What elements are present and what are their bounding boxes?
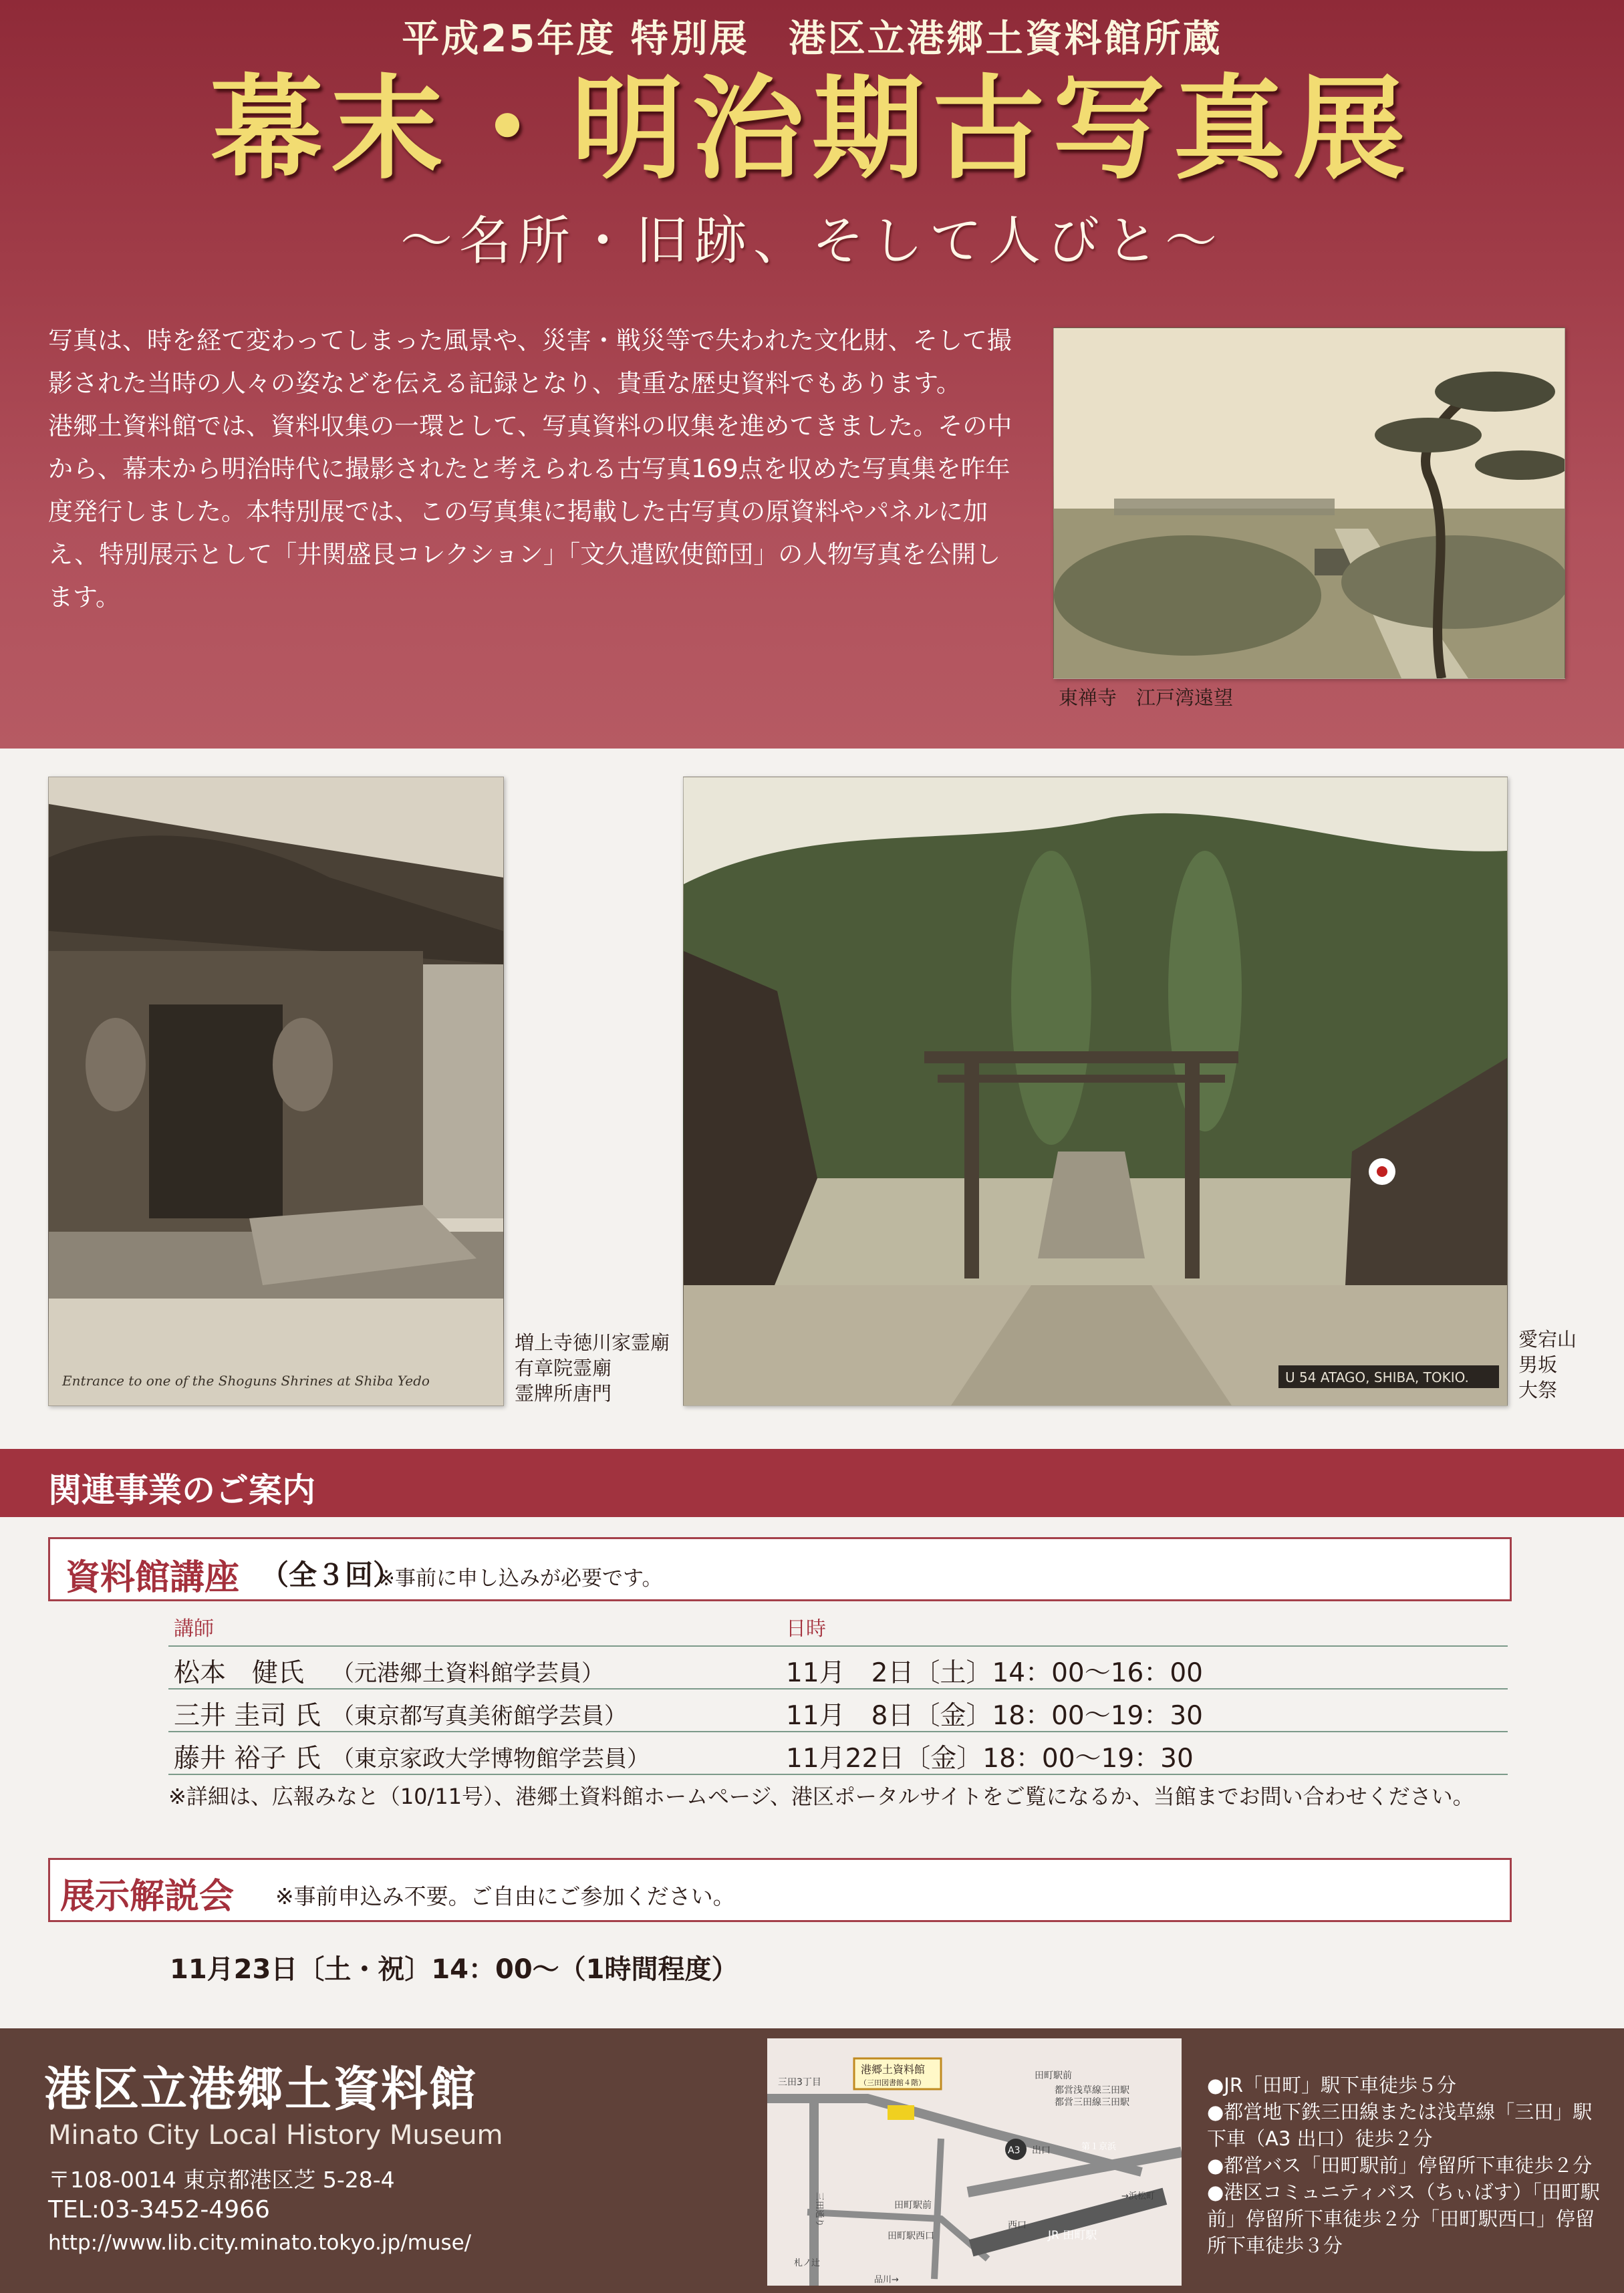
map-label: 三田通り [814,2192,824,2228]
access-item: ●都営バス「田町駅前」停留所下車徒歩２分 [1207,2154,1593,2177]
lecture-date: 11月22日〔金〕18：00～19：30 [786,1744,1194,1774]
lecture-date: 11月 2日〔土〕14：00～16：00 [786,1658,1203,1688]
exposition-heading-box [48,1858,1512,1922]
museum-name-english: Minato City Local History Museum [48,2120,503,2151]
intro-paragraph-1: 写真は、時を経て変わってしまった風景や、災害・戦災等で失われた文化財、そして撮影された当時の人々の姿などを伝える記録となり、貴重な歴史資料でもあります。 [48,326,1012,398]
access-item: ●港区コミュニティバス（ちぃばす）「田町駅前」停留所下車徒歩２分「田町駅西口」停留所下車徒歩３分 [1207,2181,1600,2257]
exposition-note: ※事前申込み不要。ご自由にご参加ください。 [275,1883,735,1909]
photo-tozenji-caption: 東禅寺 江戸湾遠望 [1059,686,1234,709]
table-row [168,1732,1508,1775]
lecture-note: ※事前に申し込みが必要です。 [378,1567,663,1591]
photo-zojoji-gate [48,777,504,1406]
museum-name: 港区立港郷土資料館 [44,2062,477,2117]
exhibition-title: 幕末・明治期古写真展 [211,62,1413,194]
access-info [1207,2072,1608,2259]
access-map-drawing [767,2038,1182,2286]
caption-line: 有章院霊廟 [515,1357,612,1379]
map-label: 田町駅前 [894,2200,932,2211]
caption-line: 男坂 [1518,1353,1558,1376]
map-museum-label: 港郷土資料館 [861,2063,926,2076]
exhibition-tagline: ～名所・旧跡、そして人びと～ [400,211,1224,271]
caption-line: 大祭 [1518,1379,1558,1401]
access-item: ●JR「田町」駅下車徒歩５分 [1207,2074,1457,2097]
map-label: 都営三田線三田駅 [1055,2097,1129,2108]
photo-atago-torii [683,777,1508,1406]
map-label: 西口 [1008,2220,1027,2231]
photo-zojoji-image [49,777,503,1405]
map-museum-sub: （三田図書館４階） [859,2078,926,2087]
map-label: 第１京浜 [1081,2142,1117,2152]
lecturer-name: 松本 健氏 [174,1658,305,1688]
museum-phone: TEL:03-3452-4966 [48,2196,270,2223]
photo-zojoji-caption [515,1330,670,1406]
table-row [168,1690,1508,1732]
access-item: ●都営地下鉄三田線または浅草線「三田」駅下車（A3 出口）徒歩２分 [1207,2101,1593,2150]
exposition-date: 11月23日〔土・祝〕14：00～（1時間程度） [170,1954,738,1985]
photo-tozenji [1053,327,1565,679]
lecture-date: 11月 8日〔金〕18：00～19：30 [786,1701,1203,1731]
map-label: 品川→ [874,2275,899,2285]
intro-text [48,319,1024,619]
lecture-footnote: ※詳細は、広報みなと（10/11号）、港郷土資料館ホームページ、港区ポータルサイトをご覧になるか、当館までお問い合わせください。 [168,1784,1474,1809]
access-map [767,2038,1182,2286]
photo-tozenji-image [1054,328,1565,678]
caption-line: 増上寺徳川家霊廟 [515,1331,670,1354]
lecturer-affiliation: （東京家政大学博物館学芸員） [331,1746,650,1772]
lecturer-affiliation: （元港郷土資料館学芸員） [331,1660,604,1687]
map-label: 出口 [1032,2145,1051,2156]
museum-address: 〒108-0014 東京都港区芝 5-28-4 [48,2167,395,2193]
lecture-title: 資料館講座 [65,1558,240,1598]
lecturer-affiliation: （東京都写真美術館学芸員） [331,1703,627,1730]
map-label: JR 田町駅 [1048,2229,1097,2242]
related-events-title: 関連事業のご案内 [48,1471,315,1510]
map-label: 札ノ辻 [794,2258,821,2268]
map-label: 田町駅前 [1035,2070,1072,2081]
map-label: A3 [1008,2145,1021,2156]
photo-atago-image [684,777,1507,1405]
map-label: →浜松町 [1121,2191,1155,2201]
exposition-title: 展示解説会 [60,1877,235,1917]
lecturer-name: 藤井 裕子 氏 [174,1744,321,1774]
lecture-column-date: 日時 [786,1617,826,1641]
lecture-count: （全３回） [261,1559,402,1591]
map-label: 三田3丁目 [778,2077,821,2088]
map-label: 田町駅西口 [888,2231,934,2242]
lecturer-name: 三井 圭司 氏 [174,1701,321,1731]
museum-url[interactable]: http://www.lib.city.minato.tokyo.jp/muse/ [48,2231,472,2255]
table-row [168,1647,1508,1690]
intro-paragraph-2: 港郷土資料館では、資料収集の一環として、写真資料の収集を進めてきました。その中から、幕末から明治時代に撮影されたと考えられる古写真169点を収めた写真集を昨年度発行しました。本特別展では、この写真集に掲載した古写真の原資料やパネルに加え、特別展示として「井関盛艮コレクション」「文久遣欧使節団」の人物写真を公開します。 [48,412,1012,612]
caption-line: 愛宕山 [1518,1328,1577,1351]
exhibition-subheading: 平成25年度 特別展 港区立港郷土資料館所蔵 [402,17,1222,61]
caption-line: 霊牌所唐門 [515,1382,612,1405]
photo-atago-label: U 54 ATAGO, SHIBA, TOKIO. [1285,1369,1469,1385]
map-label: 都営浅草線三田駅 [1055,2085,1129,2096]
photo-zojoji-inscription: Entrance to one of the Shoguns Shrines at Shiba Yedo [62,1373,430,1389]
photo-atago-caption [1518,1327,1577,1403]
lecture-column-lecturer: 講師 [174,1617,214,1641]
